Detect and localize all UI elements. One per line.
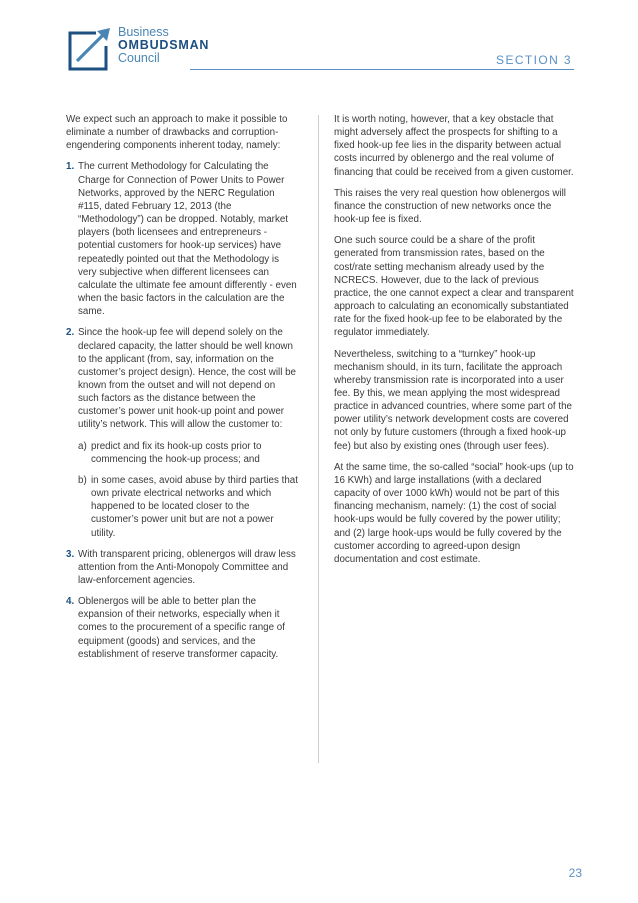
page-number: 23 (568, 866, 582, 880)
list-item-text: Since the hook-up fee will depend solely on the declared capacity, the latter should be well known to the applicant (from, say, information on the customer’s project design). Hence, the cost will be known from the outset and will not depend on such factors as the distance between the customer’s power unit hook-up point and power utility’s network. This will allow the customer to: (78, 327, 296, 431)
list-marker: 1. (66, 161, 75, 173)
header-rule (190, 69, 574, 70)
list-item-2 (66, 326, 298, 539)
sub-item-b (78, 474, 298, 540)
list-item-text: Oblenergos will be able to better plan the expansion of their networks, especially when it comes to the procurement of a specific range of equipment (goods) and services, and the establishment of reserve transformer capacity. (78, 596, 285, 660)
logo-line-council: Council (118, 51, 160, 65)
list-item-4 (66, 595, 298, 661)
body-paragraph: Nevertheless, switching to a “turnkey” hook-up mechanism should, in its turn, facilitate the approach whereby transmission rate is incorporated into a user fee. By this, we mean applying the most widespread practice in advanced countries, where some part of the power utility’s network development costs are covered not only by future customers (through a fixed hook-up fee) but also by existing ones (through user fees). (334, 348, 572, 452)
column-divider (318, 115, 319, 763)
numbered-list (66, 160, 298, 660)
logo-line-ombudsman: OMBUDSMAN (118, 38, 210, 52)
list-item-text: The current Methodology for Calculating the Charge for Connection of Power Units to Power Networks, approved by the NERC Regulation #115, dated February 12, 2013 (the “Methodology”) can be dropped. Notably, market players (both licensees and entrepreneurs - potential customers for hook-up services) have repeatedly pointed out that the Methodology is very subjective when different licensees can calculate the ultimate fee amount differently - even when the basic factors in the calculation are the same. (78, 161, 297, 318)
body-paragraph: One such source could be a share of the profit generated from transmission rates, based on the cost/rate setting mechanism already used by the NCRECS. However, due to the lack of previous practice, the one cannot expect a clear and transparent approach to calculating an economically substantiated rate for the fixed hook-up fee to be elaborated by the regulator immediately. (334, 235, 574, 339)
body-paragraph: This raises the very real question how oblenergos will finance the construction of new networks once the hook-up fee is fixed. (334, 187, 566, 226)
intro-paragraph: We expect such an approach to make it possible to eliminate a number of drawbacks and corruption-engendering components inherent today, namely: (66, 114, 288, 152)
list-marker: 2. (66, 327, 75, 339)
sub-item-text: in some cases, avoid abuse by third parties that own private electrical networks and which happened to be located closer to the customer’s power unit but are not a power utility. (91, 474, 298, 539)
list-marker: 4. (66, 596, 75, 608)
left-column (66, 113, 298, 669)
sub-item-a (78, 440, 298, 466)
list-marker: 3. (66, 548, 75, 560)
right-column (334, 113, 574, 574)
sub-list (78, 440, 298, 540)
list-item-1 (66, 160, 298, 318)
list-item-text: With transparent pricing, oblenergos will draw less attention from the Anti-Monopoly Committee and law-enforcement agencies. (78, 548, 296, 586)
sub-list-marker: b) (78, 474, 87, 486)
body-paragraph: At the same time, the so-called “social” hook-ups (up to 16 KWh) and large installations (with a declared capacity of over 1000 kWh) would not be part of this financing mechanism, namely: (1) the cost of social hook-ups would be fully covered by the power utility; and (2) large hook-ups would be fully covered by the customer according to agreed-upon design documentation and cost estimate. (334, 461, 574, 565)
section-label: SECTION 3 (496, 53, 572, 67)
sub-item-text: predict and fix its hook-up costs prior to commencing the hook-up process; and (91, 440, 262, 465)
sub-list-marker: a) (78, 440, 87, 452)
body-paragraph: It is worth noting, however, that a key obstacle that might adversely affect the prospects for shifting to a fixed hook-up fee lies in the disparity between actual costs incurred by oblenergo and the real volume of financing that could be received from a given customer. (334, 114, 574, 178)
list-item-3 (66, 548, 298, 587)
rising-arrow-icon (66, 26, 112, 72)
business-ombudsman-council-logo (66, 20, 210, 78)
logo-line-business: Business (118, 25, 169, 39)
logo-wordmark (118, 26, 209, 65)
